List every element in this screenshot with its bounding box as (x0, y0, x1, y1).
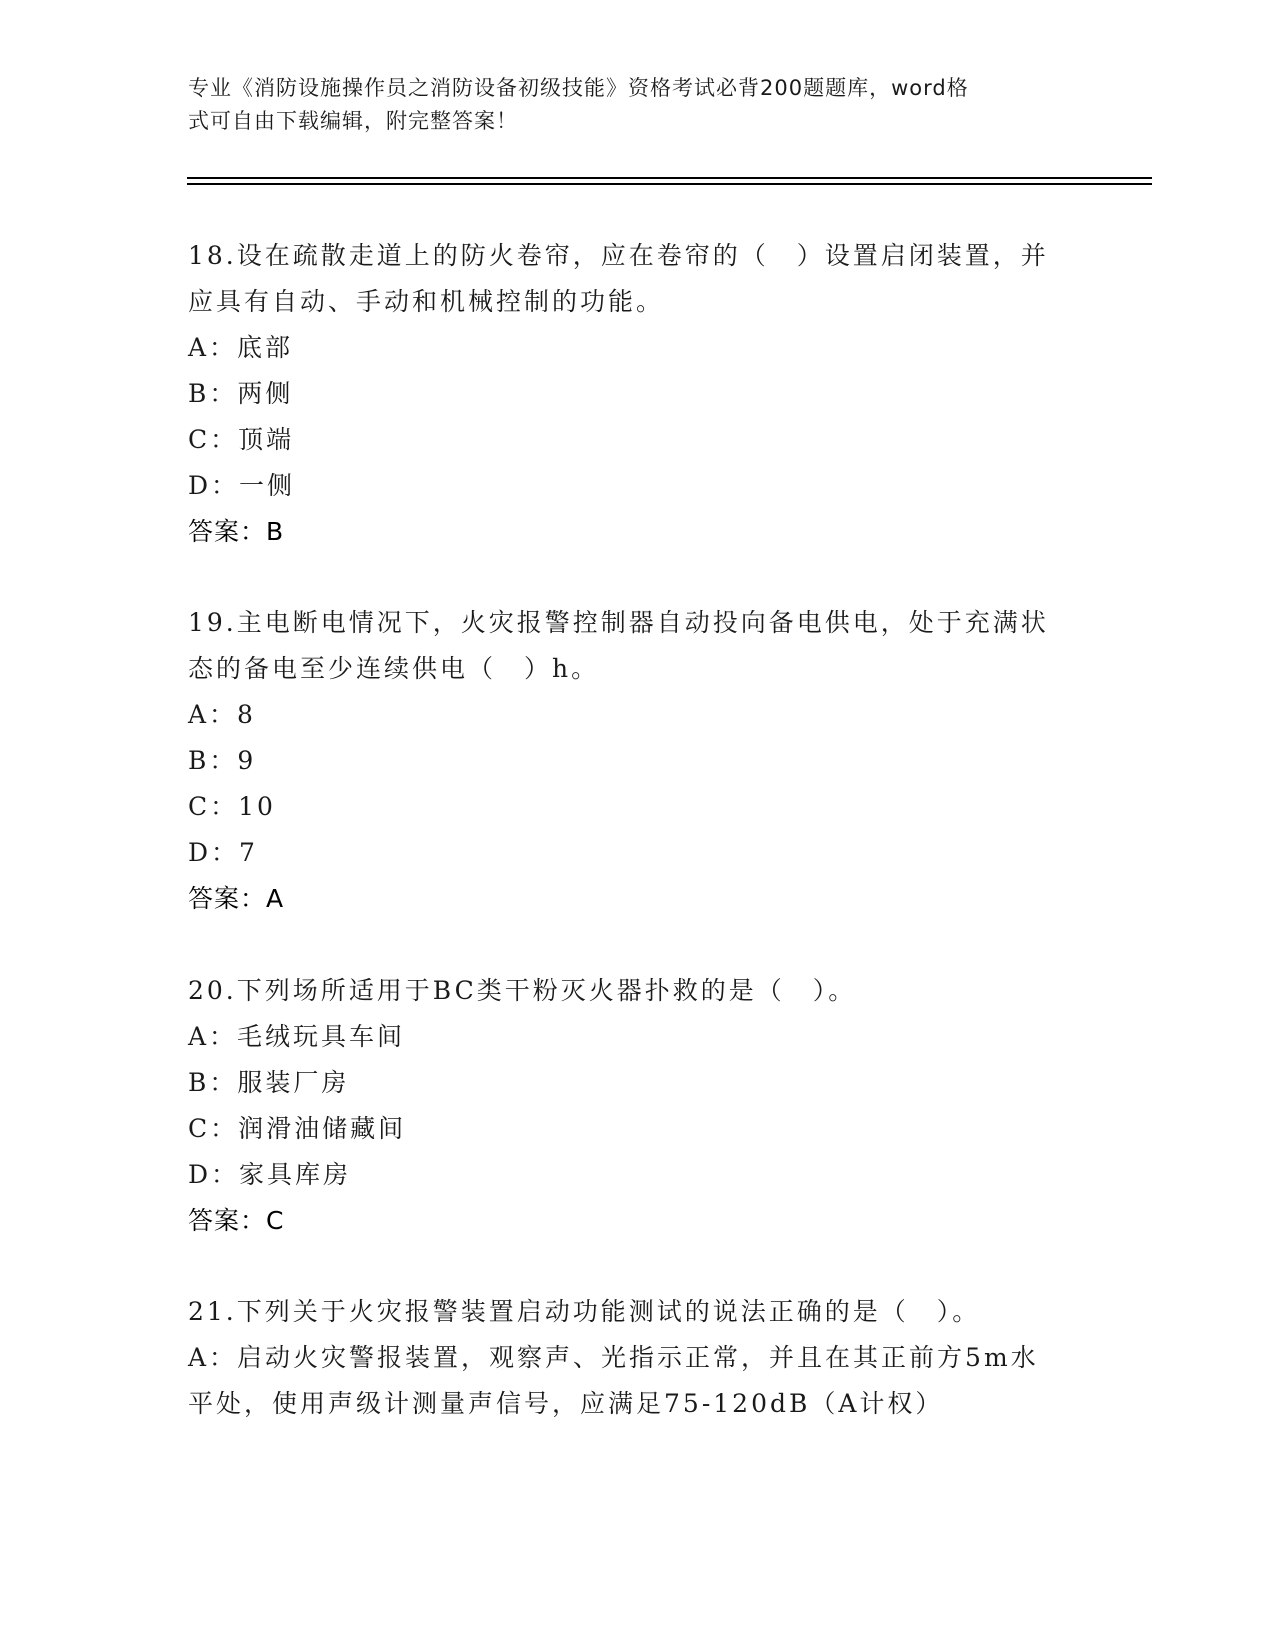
question-text-line: 18.设在疏散走道上的防火卷帘，应在卷帘的（ ）设置启闭装置，并 (188, 241, 1049, 270)
answer: 答案：B (188, 517, 285, 546)
question-text-line: 应具有自动、手动和机械控制的功能。 (188, 287, 665, 316)
answer: 答案：A (188, 884, 285, 913)
question-text-line: 19.主电断电情况下，火灾报警控制器自动投向备电供电，处于充满状 (188, 608, 1049, 637)
option-a: A：底部 (188, 333, 294, 362)
option-c: C：10 (188, 792, 276, 821)
question-text-line: 态的备电至少连续供电（ ）h。 (188, 654, 600, 683)
question-21 (188, 1289, 1088, 1427)
question-text-line: 20.下列场所适用于BC类干粉灭火器扑救的是（ ）。 (188, 976, 857, 1005)
option-b: B：9 (188, 746, 257, 775)
option-a: A：8 (188, 700, 256, 729)
question-19 (188, 600, 1088, 922)
option-c: C：顶端 (188, 425, 295, 454)
option-b: B：服装厂房 (188, 1068, 350, 1097)
option-d: D：一侧 (188, 471, 296, 500)
header-divider-bottom (187, 183, 1152, 185)
document-header (188, 72, 1068, 138)
question-18 (188, 233, 1088, 555)
option-b: B：两侧 (188, 379, 294, 408)
option-a-continued: 平处，使用声级计测量声信号，应满足75-120dB（A计权） (188, 1389, 944, 1418)
option-c: C：润滑油储藏间 (188, 1114, 407, 1143)
option-a: A：启动火灾警报装置，观察声、光指示正常，并且在其正前方5m水 (188, 1343, 1039, 1372)
header-divider-top (187, 177, 1152, 179)
question-text-line: 21.下列关于火灾报警装置启动功能测试的说法正确的是（ ）。 (188, 1297, 981, 1326)
header-line-2: 式可自由下载编辑，附完整答案！ (188, 109, 518, 133)
option-d: D：7 (188, 838, 258, 867)
question-20 (188, 968, 1088, 1244)
answer: 答案：C (188, 1206, 285, 1235)
option-a: A：毛绒玩具车间 (188, 1022, 406, 1051)
option-d: D：家具库房 (188, 1160, 352, 1189)
header-line-1: 专业《消防设施操作员之消防设备初级技能》资格考试必背200题题库，word格 (188, 76, 969, 100)
